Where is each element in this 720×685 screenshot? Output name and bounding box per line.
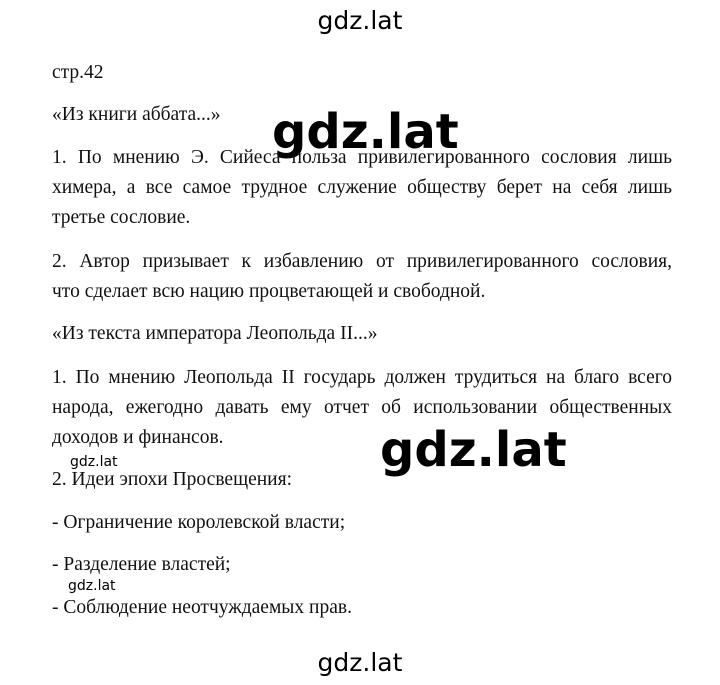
watermark-large: gdz.lat	[272, 104, 459, 160]
watermark-large: gdz.lat	[380, 422, 567, 478]
watermark-top: gdz.lat	[317, 6, 403, 35]
answer-line: 1. По мнению Леопольда II государь должен трудиться на благо всего	[52, 367, 672, 388]
answer-line: доходов и финансов.	[52, 427, 224, 448]
answer-line: 1. По мнению Э. Сийеса польза привилегированного сословия лишь	[52, 147, 672, 168]
answer-line: что сделает всю нацию процветающей и свободной.	[52, 281, 486, 302]
answer-line: 2. Автор призывает к избавлению от привилегированного сословия,	[52, 251, 672, 272]
watermark-bottom: gdz.lat	[317, 648, 403, 677]
watermark-small: gdz.lat	[70, 454, 118, 470]
watermark-small: gdz.lat	[68, 578, 116, 594]
answer-line: химера, а все самое трудное служение обществу берет на себя лишь	[52, 177, 672, 198]
answer-line: третье сословие.	[52, 207, 191, 228]
answer-line: 2. Идеи эпохи Просвещения:	[52, 469, 292, 490]
list-item: - Ограничение королевской власти;	[52, 512, 346, 533]
page-label: стр.42	[52, 62, 104, 83]
section-heading: «Из книги аббата...»	[52, 104, 221, 125]
section-heading: «Из текста императора Леопольда II...»	[52, 323, 378, 344]
list-item: - Разделение властей;	[52, 554, 231, 575]
answer-line: народа, ежегодно давать ему отчет об использовании общественных	[52, 397, 672, 418]
list-item: - Соблюдение неотчуждаемых прав.	[52, 597, 352, 618]
